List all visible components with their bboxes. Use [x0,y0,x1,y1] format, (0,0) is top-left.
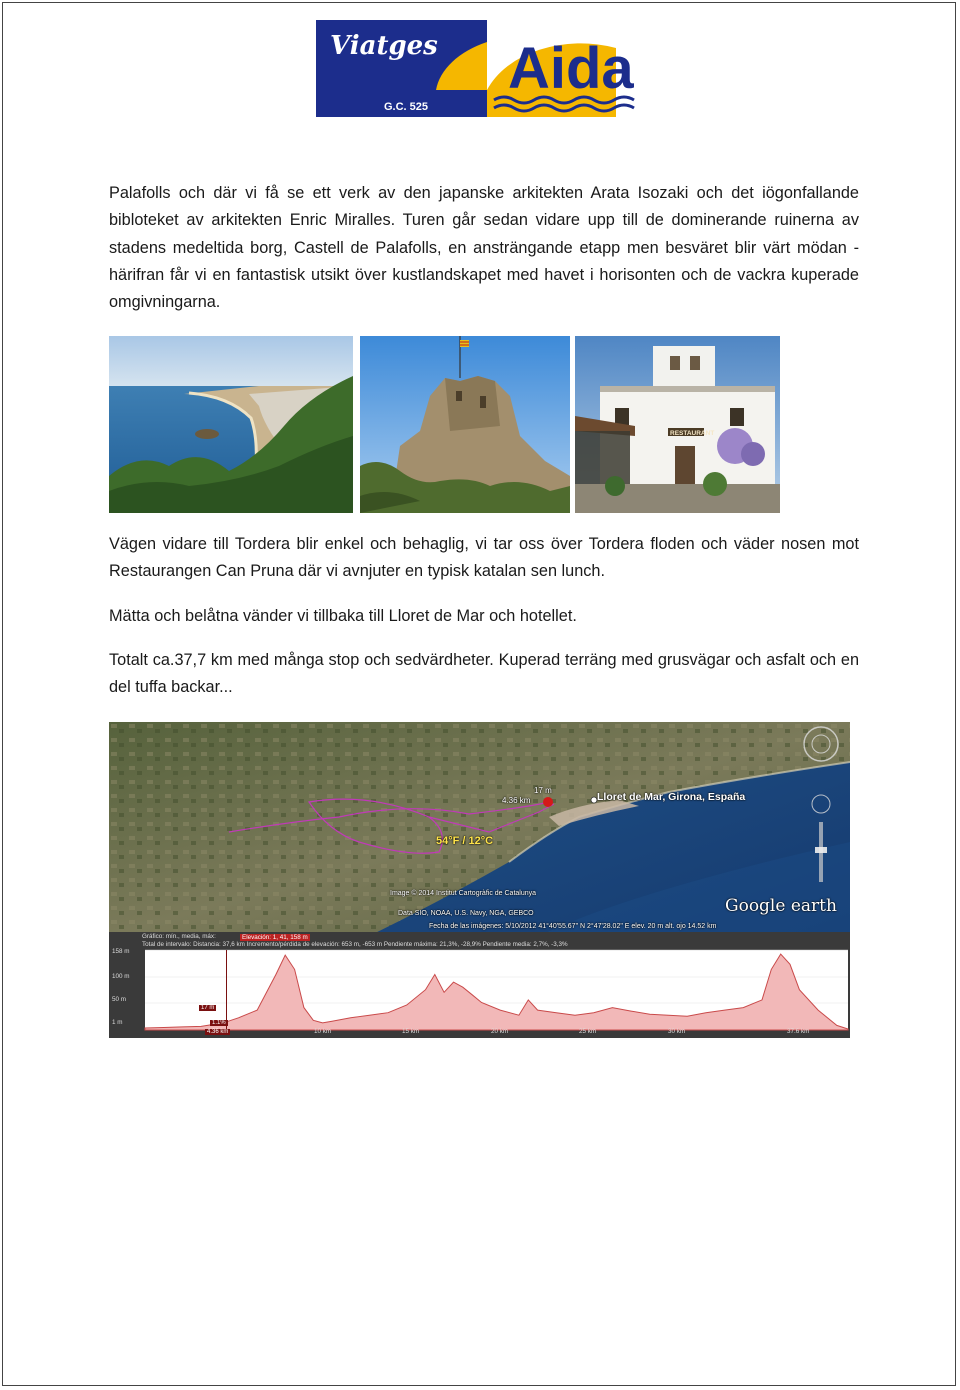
profile-header-totals: Total de intervalo: Distancia: 37,6 km Incremento/pérdida de elevación: 653 m, -653 m Pendiente máxima: 21,3%, -28,9% Pendiente media: 2,7%, -3,3% [142,941,568,948]
cursor-percent-box: 1.1% [212,1020,226,1026]
x-tick-label: 30 km [668,1028,686,1035]
map-elevation-marker: 17 m [534,786,552,795]
logo-script-text: Viatges [330,31,438,61]
y-tick-label: 100 m [112,973,130,980]
x-tick-label: 20 km [491,1028,509,1035]
paragraph-total: Totalt ca.37,7 km med många stop och sedvärdheter. Kuperad terräng med grusvägar och asfalt och en del tuffa backar... [109,651,859,697]
x-tick-label: 15 km [402,1028,420,1035]
viatges-aida-logo [316,20,648,117]
map-temperature: 54°F / 12°C [436,835,494,847]
restaurant-sign: RESTAURANT [670,430,715,437]
cursor-elevation-box: 17 m [201,1005,215,1011]
paragraph-palafolls: Palafolls och där vi få se ett verk av den japanske arkitekten Arata Isozaki och det iögonfallande bibloteket av arkitekten Enric Miralles. Turen går sedan vidare upp till de dominerande ruinerna av stadens medeltida borg, Castell de Palafolls, en ansträngande etapp men besväret blir värt mödan - härifran får vi en fantastisk utsikt över kustlandskapet med havet i horisonten och de vackra kuperade omgivningarna. [109,184,859,312]
map-data-credit: Data SIO, NOAA, U.S. Navy, NGA, GEBCO [398,910,534,917]
photo-castle-ruins [360,336,570,513]
map-copyright: Image © 2014 Institut Cartogràfic de Catalunya [390,890,537,897]
x-tick-label: 37.6 km [787,1028,810,1035]
coastline-image [109,336,353,513]
x-tick-label: 25 km [579,1028,597,1035]
satellite-map [109,722,850,1038]
photo-restaurant-can-pruna [575,336,780,513]
restaurant-image [575,336,780,513]
castle-image [360,336,570,513]
map-imagery-info: Fecha de las imágenes: 5/10/2012 41°40'55.67" N 2°47'28.02" E elev. 20 m alt. ojo 14.52 km [429,923,717,930]
y-tick-label: 50 m [112,996,126,1003]
logo-license: G.C. 525 [384,101,429,113]
profile-elevation-label: Elevación: 1, 41, 158 m [242,934,308,941]
google-earth-logo: Google earth [725,896,837,916]
logo-graphic [316,20,648,117]
photo-coastline [109,336,353,513]
cursor-distance-box: 4.36 km [207,1029,229,1035]
y-tick-label: 1 m [112,1019,123,1026]
paragraph-tordera: Vägen vidare till Tordera blir enkel och behaglig, vi tar oss över Tordera floden och väder nosen mot Restaurangen Can Pruna där vi avnjuter en typisk katalan sen lunch. [109,535,859,581]
profile-header-graph: Gráfico: mín., media, máx: [142,933,216,940]
paragraph-return: Mätta och belåtna vänder vi tillbaka till Lloret de Mar och hotellet. [109,607,577,625]
map-place-label: Lloret de Mar, Girona, España [597,791,746,803]
x-tick-label: 10 km [314,1028,332,1035]
route-map [109,722,850,1038]
logo-brand-text: Aida [508,36,634,101]
map-distance-marker: 4.36 km [502,796,531,805]
y-tick-label: 158 m [112,948,130,955]
